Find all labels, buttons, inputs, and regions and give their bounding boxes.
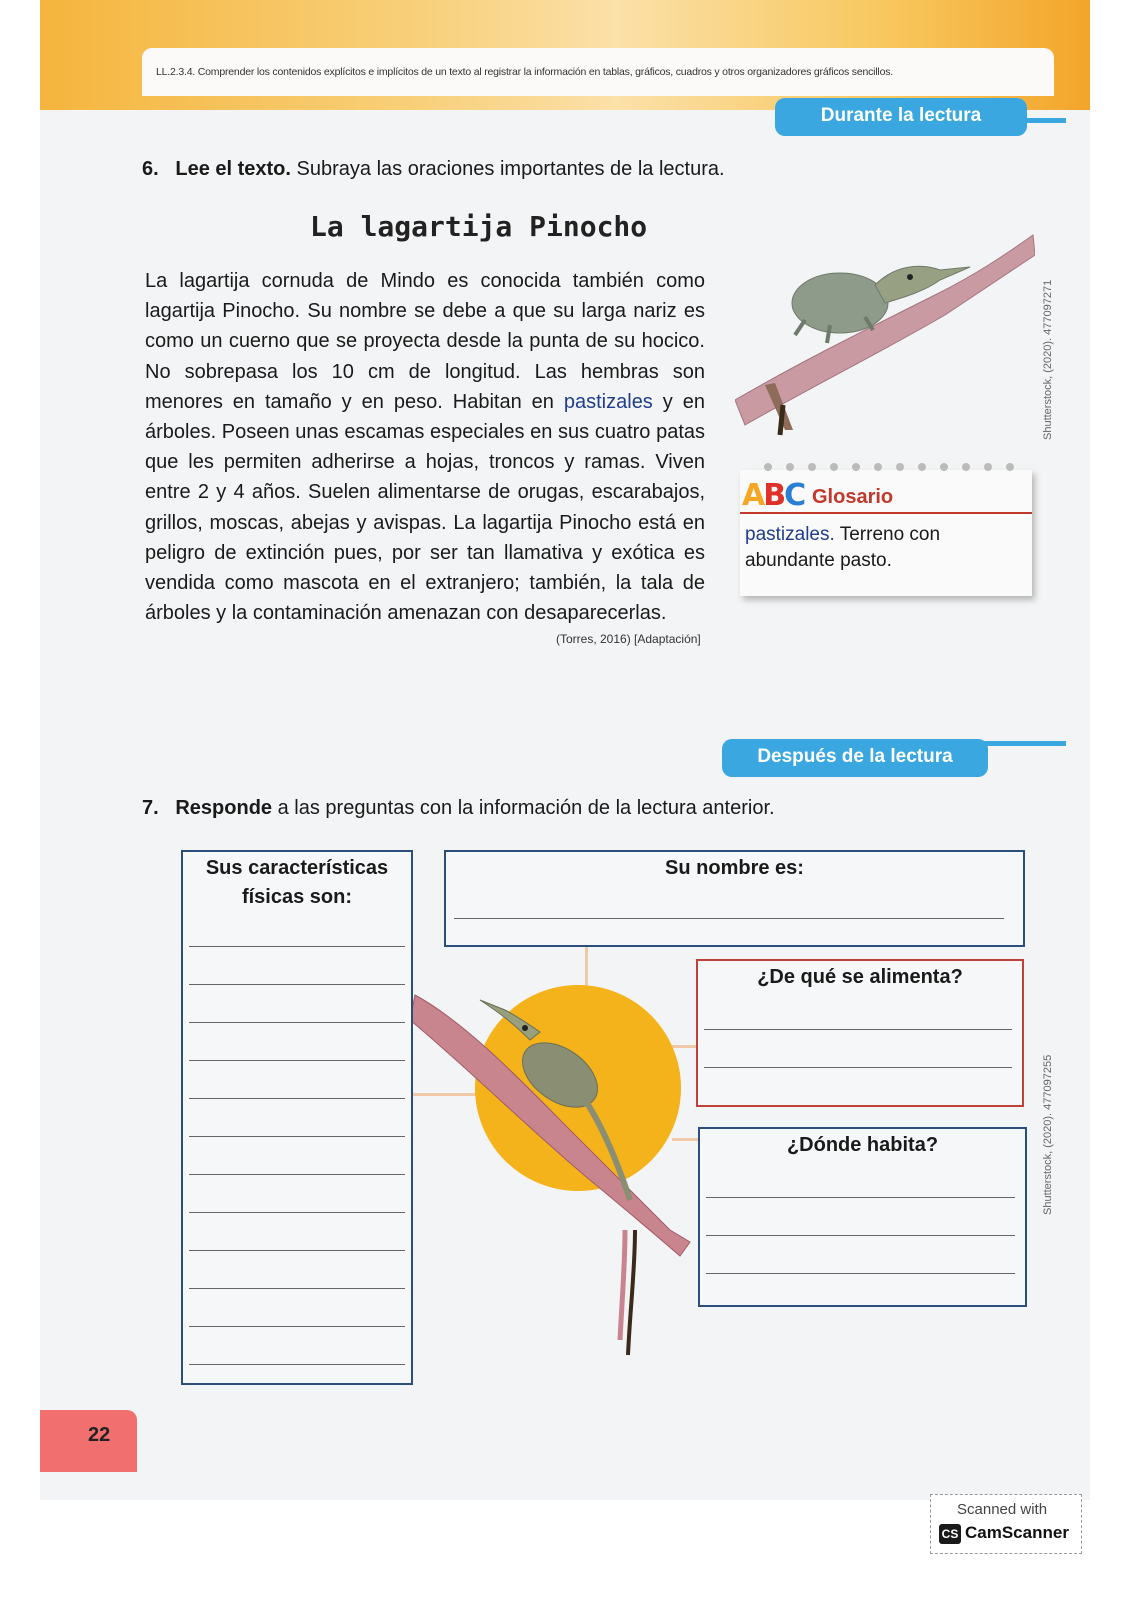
answer-line[interactable] — [189, 1022, 405, 1023]
scanner-line-1: Scanned with — [957, 1501, 1048, 1518]
page-number: 22 — [88, 1424, 111, 1446]
instruction-bold: Responde — [175, 797, 273, 819]
answer-line[interactable] — [189, 1288, 405, 1289]
instruction-rest: a las preguntas con la información de la lectura anterior. — [272, 797, 775, 819]
answer-line[interactable] — [189, 1364, 405, 1365]
answer-line[interactable] — [189, 984, 405, 985]
reading-text-part-2: y en árboles. Poseen unas escamas especiales en sus cuatro patas que les permiten adherirse a hojas, troncos y ramas. Viven entre 2 y 4 años. Suelen alimentarse de orugas, escarabajos, grillos, moscas, abejas y avispas. La lagartija Pinocho está en peligro de extinción pues, por ser tan llamativa y exótica es vendida como mascota en el extranjero; también, la tala de árboles y la contaminación amenazan con desaparecerlas. — [145, 390, 705, 625]
photo-credit-bottom: Shutterstock, (2020). 477097255 — [1042, 1054, 1054, 1215]
answer-line[interactable] — [454, 918, 1004, 919]
reading-text — [145, 266, 705, 628]
activity-number: 7. — [142, 797, 159, 819]
glossary-definition-text: Terreno con abundante pasto. — [745, 524, 941, 571]
answer-line[interactable] — [189, 1060, 405, 1061]
activity-number: 6. — [142, 158, 159, 180]
section-tab-line-after — [980, 741, 1066, 746]
glossary-definition — [745, 522, 1025, 574]
activity-7-instruction — [142, 797, 775, 820]
learning-objective — [142, 48, 1054, 96]
page-number-tab — [40, 1410, 137, 1472]
answer-line[interactable] — [189, 1136, 405, 1137]
activity-6-instruction — [142, 158, 725, 181]
name-box-title: Su nombre es: — [665, 857, 804, 879]
section-tab-line — [1020, 118, 1066, 123]
reading-title: La lagartija Pinocho — [310, 210, 648, 243]
answer-line[interactable] — [189, 1212, 405, 1213]
answer-line[interactable] — [704, 1067, 1012, 1068]
name-box — [444, 850, 1025, 947]
section-label-after: Después de la lectura — [757, 746, 953, 767]
food-box-title: ¿De qué se alimenta? — [757, 966, 963, 988]
habitat-box — [698, 1127, 1027, 1307]
abc-icon: ABC — [742, 478, 805, 513]
habitat-box-title: ¿Dónde habita? — [786, 1134, 939, 1156]
section-label-during: Durante la lectura — [820, 105, 982, 126]
answer-line[interactable] — [706, 1235, 1015, 1236]
answer-line[interactable] — [189, 1250, 405, 1251]
citation: (Torres, 2016) [Adaptación] — [556, 632, 701, 646]
glossary-header — [740, 476, 1032, 514]
lizard-photo-organizer — [410, 980, 700, 1360]
physical-characteristics-title: Sus características físicas son: — [205, 857, 389, 908]
instruction-bold: Lee el texto. — [175, 158, 291, 180]
section-tab-after — [722, 739, 988, 777]
answer-line[interactable] — [189, 1326, 405, 1327]
answer-line[interactable] — [189, 1098, 405, 1099]
camscanner-watermark — [930, 1494, 1082, 1554]
answer-line[interactable] — [189, 1174, 405, 1175]
answer-line[interactable] — [706, 1197, 1015, 1198]
scanner-line-2: CamScanner — [965, 1523, 1069, 1542]
answer-line[interactable] — [704, 1029, 1012, 1030]
objective-text: LL.2.3.4. Comprender los contenidos explícitos e implícitos de un texto al registrar la información en tablas, gráficos, cuadros y otros organizadores gráficos sencillos. — [156, 66, 893, 78]
reading-text-part-1: La lagartija cornuda de Mindo es conocida también como lagartija Pinocho. Su nombre se debe a que su larga nariz es como un cuerno que se proyecta desde la punta de su hocico. No sobrepasa los 10 cm de longitud. Las hembras son menores en tamaño y en peso. Habitan en — [145, 270, 705, 413]
camscanner-logo-icon: CS — [939, 1524, 961, 1544]
section-tab-during — [775, 98, 1027, 136]
glossary-word: pastizales — [563, 390, 653, 413]
glossary-box — [740, 470, 1032, 596]
glossary-term: pastizales. — [745, 524, 835, 545]
answer-line[interactable] — [189, 946, 405, 947]
spiral-binding-icon — [758, 460, 1028, 474]
answer-line[interactable] — [706, 1273, 1015, 1274]
food-box — [696, 959, 1024, 1107]
physical-characteristics-box — [181, 850, 413, 1385]
lizard-photo-top — [735, 225, 1035, 445]
instruction-rest: Subraya las oraciones importantes de la lectura. — [290, 158, 725, 180]
photo-credit-top: Shutterstock, (2020). 477097271 — [1042, 279, 1054, 440]
glossary-label: Glosario — [812, 486, 894, 508]
